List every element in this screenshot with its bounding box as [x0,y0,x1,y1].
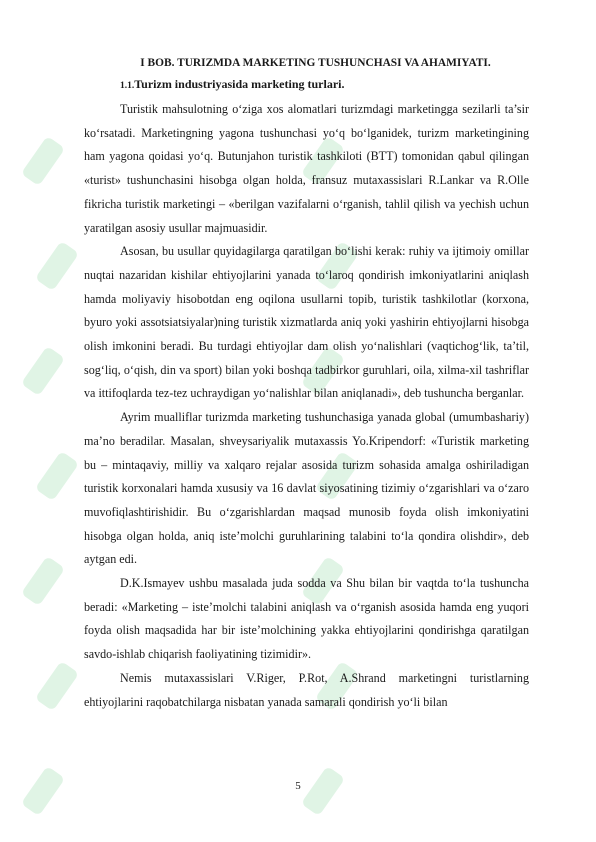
document-page [84,52,529,714]
paragraph-2: Asosan, bu usullar quyidagilarga qaratilgan bo‘lishi kerak: ruhiy va ijtimoiy omillar nuqtai nazaridan kishilar ehtiyojlarini yanada to‘laroq qondirish imkoniyatlarini aniqlash hamda moliyaviy hisobotdan eng oqilona usullarni topib, turistik tashkilotlar (korxona, byuro yoki assotsiatsiyalar)ning turistik xizmatlarda aniq yoki yashirin ehtiyojlarni hisobga olish imkonini beradi. Bu turdagi ehtiyojlar dam olish yo‘nalishlari (vaqtichog‘lik, ta’til, sog‘liq, o‘qish, din va sport) bilan yoki boshqa tadbirkor guruhlari, oila, xilma-xil tashriflar va ittifoqlarda tez-tez uchraydigan yo‘nalishlar bilan aniqlanadi», deb tushuncha berganlar. [84,244,529,401]
chapter-title: I BOB. TURIZMDA MARKETING TUSHUNCHASI VA AHAMIYATI. [140,57,491,69]
watermark-mark [35,241,79,291]
paragraph-1: Turistik mahsulotning o‘ziga xos alomatlari turizmdagi marketingga sezilarli ta’sir ko‘rsatadi. Marketingning yagona tushunchasi yo‘q bo‘lganidek, turizm marketingining ham yagona qoidasi yo‘q. Butunjahon turistik tashkiloti (BTT) tomonidan qabul qilingan «turist» tushunchasini hisobga olgan holda, fransuz mutaxassislari R.Lankar va R.Olle fikricha turistik marketingi – «berilgan vazifalarni o‘rganish, tahlil qilish va yechish uchun yaratilgan asosiy usullar majmuasidir. [84,102,529,235]
watermark-mark [21,556,65,606]
watermark-mark [35,661,79,711]
watermark-mark [21,346,65,396]
page-number: 5 [295,780,301,792]
watermark-mark [35,451,79,501]
watermark-mark [21,136,65,186]
paragraph-4: D.K.Ismayev ushbu masalada juda sodda va Shu bilan bir vaqtda to‘la tushuncha beradi: «Marketing – iste’molchi talabini aniqlash va o‘rganish asosida hamda eng yuqori foyda olish maqsadida har bir iste’molchining yakka ehtiyojlarini qondirishga qaratilgan savdo-ishlab chiqarish faoliyatining tizimidir». [84,576,529,662]
section-heading [84,74,529,96]
paragraph-3: Ayrim mualliflar turizmda marketing tushunchasiga yanada global (umumbashariy) ma’no beradilar. Masalan, shveysariyalik mutaxassis Yo.Kripendorf: «Turistik marketing bu – mintaqaviy, milliy va xalqaro rejalar asosida turizm sohasida amalga oshiriladigan turistik korxonalari hamda xususiy va 16 davlat siyosatining tizimiy o‘zgarishlari va o‘zaro muvofiqlashtirishidir. Bu o‘zgarishlardan maqsad munosib foyda olish imkoniyatini hisobga olgan holda, aniq iste’molchi guruhlarining talabini to‘la qondira olishdir», deb aytgan edi. [84,410,529,567]
paragraph-5: Nemis mutaxassislari V.Riger, P.Rot, A.Shrand marketingni turistlarning ehtiyojlarini raqobatchilarga nisbatan yanada samarali qondirish yo‘li bilan [84,670,529,709]
section-number: 1.1. [120,81,135,91]
section-title: Turizm industriyasida marketing turlari. [134,77,345,91]
